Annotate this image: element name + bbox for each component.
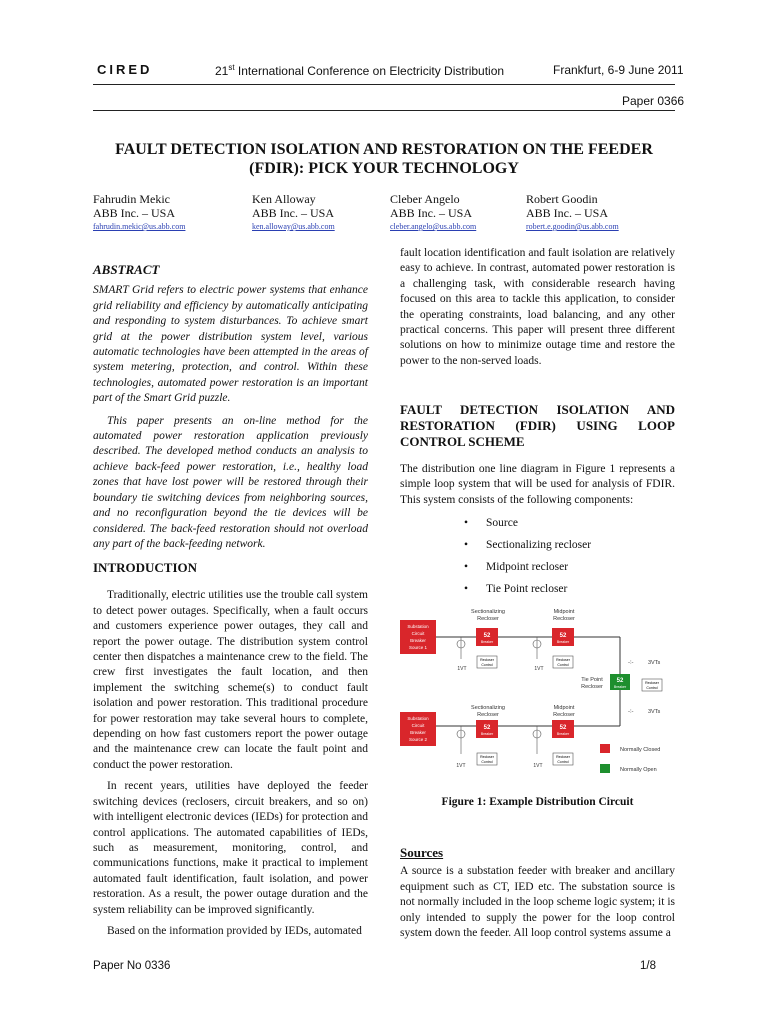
legend-open-swatch <box>600 764 610 773</box>
header-rule-2 <box>93 110 675 111</box>
ctrl-label: Control <box>646 686 658 690</box>
legend-closed-label: Normally Closed <box>620 747 661 753</box>
list-item: • Source <box>464 512 675 534</box>
fdir-heading: FAULT DETECTION ISOLATION AND RESTORATION (FDIR) USING LOOP CONTROL SCHEME <box>400 402 675 449</box>
conference-sup: st <box>228 63 235 72</box>
sources-heading: Sources <box>400 845 444 860</box>
author-affil: ABB Inc. – USA <box>526 206 609 220</box>
list-item: • Midpoint recloser <box>464 556 675 578</box>
sources-p1: A source is a substation feeder with breaker and ancillary equipment such as CT, IED etc. The substation source is not normally included in the loop scheme logic system; it is only intended to supply the power for the loop control system down the feeder. All loop control systems assume a <box>400 865 675 940</box>
title-line-2: (FDIR): PICK YOUR TECHNOLOGY <box>249 160 519 177</box>
conference-name <box>215 63 504 78</box>
breaker-num: 52 <box>559 725 567 731</box>
author-2 <box>252 192 335 234</box>
author-email[interactable]: robert.e.goodin@us.abb.com <box>526 222 619 231</box>
author-name: Cleber Angelo <box>390 192 460 206</box>
abstract-section <box>93 262 368 552</box>
list-item: • Tie Point recloser <box>464 578 675 600</box>
component-list <box>464 512 675 600</box>
vt-label: 1VT <box>533 763 543 769</box>
intro-p3: Based on the information provided by IEDs, automated <box>107 924 362 937</box>
breaker-sub: Breaker <box>480 640 494 644</box>
vt3-label: 3VTs <box>648 660 661 666</box>
breaker-num: 52 <box>483 633 491 639</box>
author-email[interactable]: cleber.angelo@us.abb.com <box>390 222 477 231</box>
author-4 <box>526 192 619 234</box>
tie-label: Tie Point <box>581 677 603 683</box>
mid-label: Recloser <box>553 616 575 622</box>
author-name: Ken Alloway <box>252 192 316 206</box>
fdir-p1: The distribution one line diagram in Figure 1 represents a simple loop system that will be used for analysis of FDIR. This system consists of the following components: <box>400 463 675 506</box>
source-1-line: Source 1 <box>408 645 428 650</box>
mid-label: Midpoint <box>553 609 575 615</box>
vt-symbol-3: -⫶- <box>628 709 634 715</box>
footer-page-number: 1/8 <box>640 960 656 972</box>
author-name: Fahrudin Mekic <box>93 192 170 206</box>
breaker-sub: Breaker <box>556 732 570 736</box>
source-1-line: Substation <box>407 624 429 629</box>
org-name: CIRED <box>97 62 153 77</box>
vt-label: 1VT <box>534 666 544 672</box>
breaker-sub: Breaker <box>480 732 494 736</box>
tie-label: Recloser <box>581 684 603 690</box>
author-email[interactable]: ken.alloway@us.abb.com <box>252 222 335 231</box>
mid-label: Midpoint <box>553 705 575 711</box>
author-affil: ABB Inc. – USA <box>252 206 335 220</box>
list-item: • Sectionalizing recloser <box>464 534 675 556</box>
source-2-line: Substation <box>407 716 429 721</box>
right-intro <box>400 246 675 369</box>
sect-label: Sectionalizing <box>471 609 505 615</box>
footer-paper-no: Paper No 0336 <box>93 960 171 972</box>
legend-closed-swatch <box>600 744 610 753</box>
header-rule <box>93 84 675 85</box>
ctrl-label: Recloser <box>480 755 494 759</box>
breaker-num: 52 <box>616 678 624 684</box>
source-1-line: Breaker <box>410 638 426 643</box>
mid-label: Recloser <box>553 712 575 718</box>
author-affil: ABB Inc. – USA <box>390 206 473 220</box>
right-intro-text: fault location identification and fault isolation are relatively easy to achieve. In contrast, automated power restoration is a challenging task, with considerable research having focused on this area to tackle this application, to consider the operating constraints, load balancing, and any other practical concerns. This paper will present three different solutions on how to minimize outage time and restore the power to the non-served loads. <box>400 247 675 367</box>
ctrl-label: Control <box>557 760 569 764</box>
sect-label: Sectionalizing <box>471 705 505 711</box>
breaker-sub: Breaker <box>613 685 627 689</box>
vt-label: 1VT <box>456 763 466 769</box>
sect-label: Recloser <box>477 616 499 622</box>
conference-prefix: 21 <box>215 64 229 78</box>
ctrl-label: Control <box>481 760 493 764</box>
conference-rest: International Conference on Electricity Distribution <box>234 64 505 78</box>
ctrl-label: Recloser <box>645 681 659 685</box>
abstract-heading: ABSTRACT <box>93 262 160 277</box>
ctrl-label: Recloser <box>556 658 570 662</box>
breaker-num: 52 <box>483 725 491 731</box>
author-affil: ABB Inc. – USA <box>93 206 176 220</box>
figure-caption: Figure 1: Example Distribution Circuit <box>441 796 634 808</box>
source-2-line: Breaker <box>410 730 426 735</box>
abstract-p1: SMART Grid refers to electric power systems that enhance grid reliability and efficiency by automatically anticipating and responding to system disturbances. To achieve smart grid at the power distribution system level, various automatic technologies have been attempted in the areas of system metering, protection, and control. Within these technologies, automated power restoration is an important part of the Smart Grid puzzle. <box>93 284 368 405</box>
author-1 <box>93 192 185 234</box>
location-date: Frankfurt, 6-9 June 2011 <box>553 63 684 77</box>
author-name: Robert Goodin <box>526 192 598 206</box>
abstract-p2: This paper presents an on-line method for the automated power restoration application previously described. The developed method conducts an analysis to achieve back-feed power restoration, i.e., healthy load zones that have lost power will be restored through their boundary tie switching devices from neighboring sources, and no reconfiguration beyond the tie devices will be considered. The back-feed restoration should not overload any part of the back-feeding network. <box>93 414 368 550</box>
sect-label: Recloser <box>477 712 499 718</box>
ctrl-label: Recloser <box>556 755 570 759</box>
breaker-sub: Breaker <box>556 640 570 644</box>
breaker-num: 52 <box>559 633 567 639</box>
ctrl-label: Control <box>557 663 569 667</box>
introduction-section <box>93 560 368 939</box>
sources-section <box>400 845 675 941</box>
ctrl-label: Control <box>481 663 493 667</box>
vt-symbol-3: -⫶- <box>628 660 634 666</box>
distribution-circuit-diagram <box>398 604 678 784</box>
intro-p1: Traditionally, electric utilities use the trouble call system to detect power outages. Specifically, when a fault occurs and customers experience power outages, they call and report the power outage. The distribution system control center then dispatches a maintenance crew to the field. The crew first investigates the fault location, and then implement the switching scheme(s) to conduct fault isolation and power restoration. This traditional procedure for power restoration may take several hours to complete, depending on how fast customers report the power outage and the maintenance crew can locate the fault point and conduct the power restoration. <box>93 589 368 771</box>
source-2-line: Circuit <box>411 723 425 728</box>
paper-title <box>93 140 675 178</box>
author-email[interactable]: fahrudin.mekic@us.abb.com <box>93 222 186 231</box>
title-line-1: FAULT DETECTION ISOLATION AND RESTORATION ON THE FEEDER <box>115 141 653 158</box>
vt-label: 1VT <box>457 666 467 672</box>
ctrl-label: Recloser <box>480 658 494 662</box>
source-2-line: Source 2 <box>408 737 428 742</box>
source-1-line: Circuit <box>411 631 425 636</box>
introduction-heading: INTRODUCTION <box>93 560 198 575</box>
paper-number: Paper 0366 <box>622 94 685 108</box>
intro-p2: In recent years, utilities have deployed the feeder switching devices (reclosers, circuit breakers, and so on) with intelligent electronic devices (IEDs) for protection and control applications. The automated capabilities of IEDs, such as measurement, monitoring, control, and communications functions, make it practical to implement automated fault identification, fault isolation, and power restoration. As a result, the power outage duration and the system reliability can be improved significantly. <box>93 780 368 916</box>
author-3 <box>390 192 476 234</box>
fdir-section <box>400 402 675 600</box>
legend-open-label: Normally Open <box>620 767 657 773</box>
vt3-label: 3VTs <box>648 709 661 715</box>
